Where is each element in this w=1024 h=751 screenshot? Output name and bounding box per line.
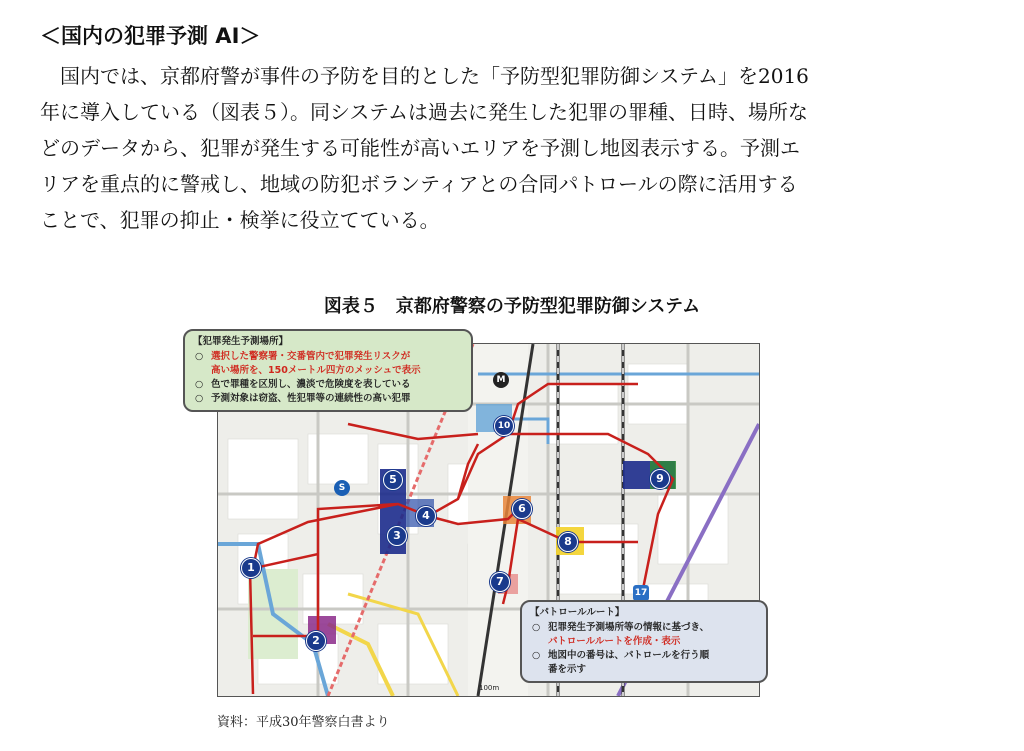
route-point-9: 9 — [650, 469, 670, 489]
route-point-4: 4 — [416, 506, 436, 526]
legend-item — [193, 378, 463, 392]
route-point-10: 10 — [494, 416, 514, 436]
legend-item — [530, 649, 758, 663]
prediction-box-title: 【犯罪発生予測場所】 — [193, 336, 289, 347]
legend-item-text: 色で罪種を区別し、濃淡で危険度を表している — [211, 379, 411, 390]
legend-item-text: 番を示す — [548, 664, 587, 675]
landmark-marker: 17 — [633, 585, 649, 601]
legend-item — [193, 350, 463, 364]
legend-item-text: パトロールルートを作成・表示 — [548, 636, 681, 647]
scale-label: 100m — [479, 684, 500, 692]
route-point-2: 2 — [306, 631, 326, 651]
patrol-box-title: 【パトロールルート】 — [530, 607, 625, 618]
legend-item-text: 選択した警察署・交番管内で犯罪発生リスクが — [211, 351, 411, 362]
section-heading: ＜国内の犯罪予測 AI＞ — [40, 24, 261, 48]
legend-item — [530, 635, 758, 649]
patrol-legend-box — [520, 600, 768, 683]
prediction-box-items — [193, 350, 463, 406]
body-line: どのデータから、犯罪が発生する可能性が高いエリアを予測し地図表示する。予測エ — [40, 136, 800, 160]
legend-item — [530, 621, 758, 635]
source-note: 資料：平成30年警察白書より — [217, 715, 390, 730]
legend-item — [530, 663, 758, 677]
bullet-icon: ○ — [195, 393, 204, 404]
landmark-marker: M — [493, 372, 509, 388]
legend-item — [193, 364, 463, 378]
route-point-3: 3 — [387, 526, 407, 546]
bullet-icon: ○ — [532, 650, 541, 661]
route-point-7: 7 — [490, 572, 510, 592]
landmark-marker: S — [334, 480, 350, 496]
patrol-box-items — [530, 621, 758, 677]
route-point-5: 5 — [383, 470, 403, 490]
legend-item-text: 犯罪発生予測場所等の情報に基づき、 — [548, 622, 710, 633]
legend-item-text: 地図中の番号は、パトロールを行う順 — [548, 650, 710, 661]
body-paragraph — [40, 58, 960, 238]
body-line: 国内では、京都府警が事件の予防を目的とした「予防型犯罪防御システム」を2016 — [40, 64, 809, 88]
legend-item-text: 予測対象は窃盗、性犯罪等の連続性の高い犯罪 — [211, 393, 411, 404]
prediction-legend-box — [183, 329, 473, 412]
body-line: ことで、犯罪の抑止・検挙に役立てている。 — [40, 208, 440, 232]
route-point-1: 1 — [241, 558, 261, 578]
body-line: 年に導入している（図表５）。同システムは過去に発生した犯罪の罪種、日時、場所な — [40, 100, 808, 124]
legend-item — [193, 392, 463, 406]
route-point-6: 6 — [512, 499, 532, 519]
body-line: リアを重点的に警戒し、地域の防犯ボランティアとの合同パトロールの際に活用する — [40, 172, 798, 196]
bullet-icon: ○ — [195, 351, 204, 362]
route-point-8: 8 — [558, 532, 578, 552]
figure-caption: 図表５ 京都府警察の予防型犯罪防御システム — [323, 296, 701, 317]
legend-item-text: 高い場所を、150メートル四方のメッシュで表示 — [211, 365, 421, 376]
bullet-icon: ○ — [195, 379, 204, 390]
bullet-icon: ○ — [532, 622, 541, 633]
